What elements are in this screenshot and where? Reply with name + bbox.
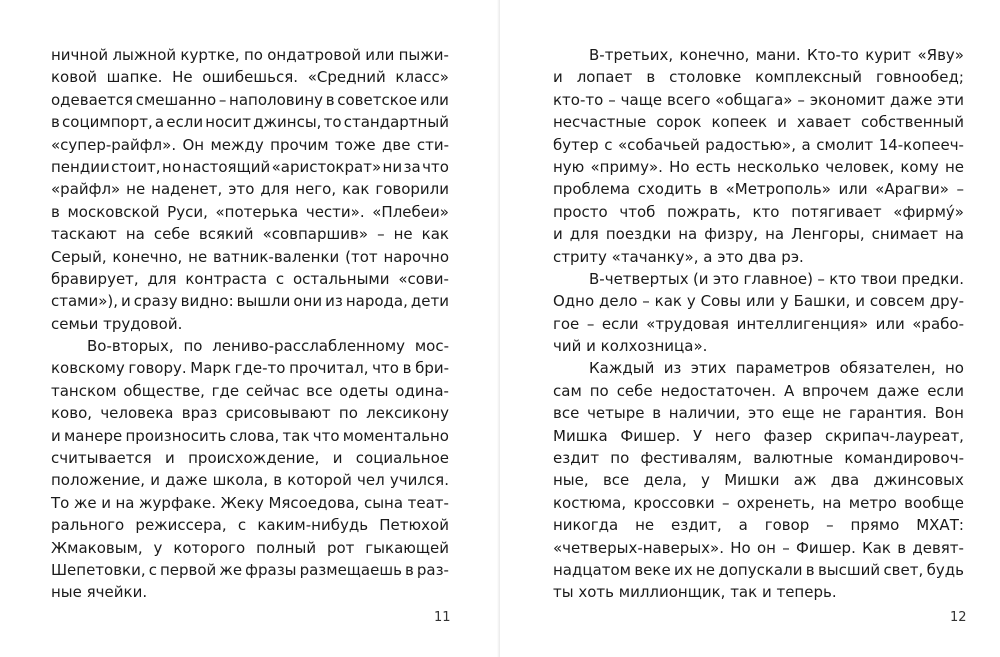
text-line: чий и колхозница». bbox=[553, 337, 708, 356]
text-line: рального режиссера, с каким-нибудь Петюхой bbox=[51, 516, 449, 535]
text-line: ную «приму». Но есть несколько человек, кому не bbox=[553, 157, 964, 176]
text-line: проблема сходить в «Метрополь» или «Арагви» – bbox=[553, 180, 964, 199]
text-line: положение, и даже школа, в которой чел учился. bbox=[51, 471, 449, 490]
text-line: надцатом веке их не допускали в высший свет, будь bbox=[553, 560, 964, 579]
text-line: кто-то – чаще всего «общага» – экономит даже эти bbox=[553, 90, 964, 109]
text-line: просто чтоб пожрать, кто потягивает «фирму́» bbox=[553, 202, 964, 221]
text-line: одевается смешанно – наполовину в советское или bbox=[51, 90, 449, 109]
text-line: костюма, кроссовки – охренеть, на метро вообще bbox=[553, 493, 964, 512]
page-number-left: 11 bbox=[434, 610, 451, 625]
text-line: Одно дело – как у Совы или у Башки, и совсем дру- bbox=[553, 292, 964, 311]
text-line: ковой шапке. Не ошибешься. «Средний класс» bbox=[51, 68, 449, 87]
text-line: пендии стоит, но настоящий «аристократ» ни за что bbox=[51, 157, 449, 176]
text-line: «супер-райфл». Он между прочим тоже две сти- bbox=[51, 135, 449, 154]
text-line: бравирует, для контраста с остальными «сови- bbox=[51, 269, 449, 288]
text-line: В-третьих, конечно, мани. Кто-то курит «Яву» bbox=[589, 46, 964, 64]
text-line: сам по себе недостаточен. А впрочем даже если bbox=[553, 381, 964, 400]
text-line: считывается и происхождение, и социальное bbox=[51, 449, 449, 468]
text-line: танском обществе, где сейчас все одеты одина- bbox=[51, 381, 449, 400]
text-line: никогда не ездит, а говор – прямо МХАТ: bbox=[553, 516, 964, 535]
text-line: все четыре в наличии, это еще не гарантия. Вон bbox=[553, 404, 964, 423]
text-line: Во-вторых, по лениво-расслабленному мос- bbox=[87, 337, 449, 356]
text-line: гое – если «трудовая интеллигенция» или «рабо- bbox=[553, 314, 964, 333]
right-page-text bbox=[553, 44, 964, 604]
text-line: ные ячейки. bbox=[51, 583, 148, 602]
text-line: То же и на журфаке. Жеку Мясоедова, сына теат- bbox=[51, 493, 449, 512]
text-line: «райфл» не наденет, это для него, как говорили bbox=[51, 180, 449, 199]
text-line: бутер с «собачьей радостью», а смолит 14-копееч- bbox=[553, 135, 964, 154]
text-line: и манере произносить слова, так что моментально bbox=[51, 426, 449, 445]
text-line: Шепетовки, с первой же фразы размещаешь в раз- bbox=[51, 560, 449, 579]
text-line: таскают на себе всякий «совпаршив» – не как bbox=[51, 225, 449, 244]
text-line: ные, все дела, у Мишки аж два джинсовых bbox=[553, 471, 964, 490]
text-line: В-четвертых (и это главное) – кто твои предки. bbox=[589, 269, 964, 288]
text-line: Серый, конечно, не ватник-валенки (тот нарочно bbox=[51, 247, 449, 266]
text-line: ковскому говору. Марк где-то прочитал, что в бри- bbox=[51, 359, 449, 378]
text-line: Мишка Фишер. У него фазер скрипач-лауреат, bbox=[553, 426, 964, 445]
text-line: Жмаковым, у которого полный рот гыкающей bbox=[51, 538, 449, 557]
text-line: в московской Руси, «потерька чести». «Плебеи» bbox=[51, 202, 449, 221]
text-line: семьи трудовой. bbox=[51, 314, 183, 333]
text-line: в социмпорт, а если носит джинсы, то стандартный bbox=[51, 113, 449, 132]
text-line: стриту «тачанку», а это два рэ. bbox=[553, 247, 804, 266]
text-line: ково, человека враз срисовывают по лексикону bbox=[51, 404, 449, 423]
left-page-text bbox=[51, 44, 449, 604]
text-line: и лопает в столовке комплексный говнообед; bbox=[553, 68, 964, 87]
text-line: несчастные сорок копеек и хавает собственный bbox=[553, 113, 964, 132]
text-line: «четверых-наверых». Но он – Фишер. Как в девят- bbox=[553, 538, 964, 557]
text-line: и для поездки на физру, на Ленгоры, снимает на bbox=[553, 225, 964, 244]
text-line: ездит по фестивалям, валютные командировоч- bbox=[553, 449, 964, 468]
page-number-right: 12 bbox=[950, 610, 967, 625]
text-line: Каждый из этих параметров обязателен, но bbox=[589, 359, 964, 378]
text-line: ничной лыжной куртке, по ондатровой или пыжи- bbox=[51, 46, 449, 64]
text-line: ты хоть миллионщик, так и теперь. bbox=[553, 583, 837, 602]
text-line: стами»), и сразу видно: вышли они из народа, дети bbox=[51, 292, 449, 311]
right-page bbox=[500, 0, 1000, 657]
